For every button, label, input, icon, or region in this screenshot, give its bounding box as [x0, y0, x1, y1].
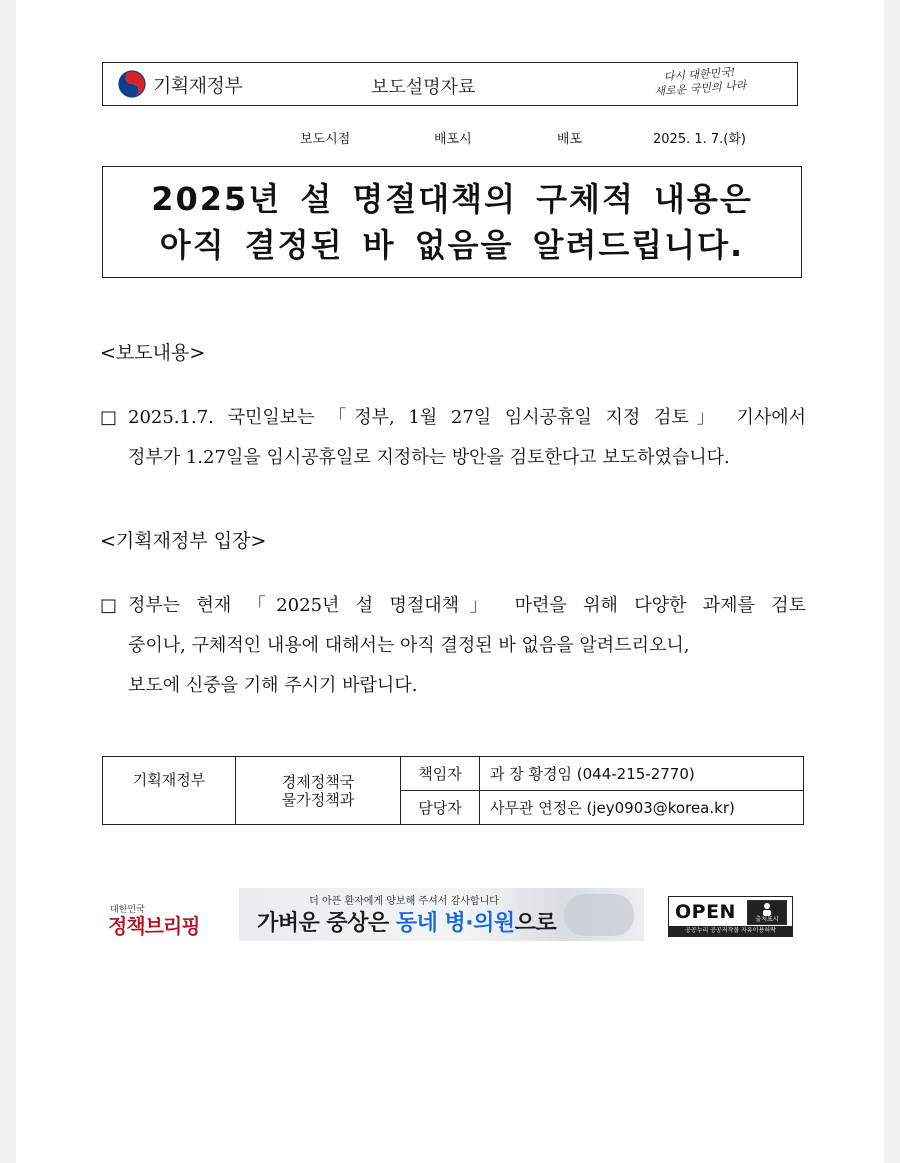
- report-line-2: 정부가 1.27일을 임시공휴일로 지정하는 방안을 검토한다고 보도하였습니다.: [128, 447, 730, 468]
- taegeuk-emblem-icon: [117, 69, 147, 99]
- kogl-open-license-badge[interactable]: [668, 896, 793, 937]
- section-heading-report: <보도내용>: [100, 342, 206, 364]
- banner-headline: 가벼운 중상은 동네 병·의원으로: [257, 911, 557, 936]
- position-line-3: 보도에 신중을 기해 주시기 바랍니다.: [128, 675, 418, 696]
- contact-person-officer: 사무관 연정은 (jey0903@korea.kr): [480, 791, 804, 825]
- release-time-value: 배포시: [434, 132, 472, 147]
- contact-ministry: 기획재정부: [103, 757, 236, 825]
- contact-person-manager: 과 장 황경임 (044-215-2770): [480, 757, 804, 791]
- banner-decoration-image: [564, 894, 634, 936]
- position-paragraph: [100, 586, 806, 706]
- report-line-1: □ 2025.1.7. 국민일보는 「정부, 1월 27일 임시공휴일 지정 검토」 기사에서: [100, 398, 806, 438]
- banner-subtitle: 더 아픈 환자에게 양보해 주셔서 감사합니다: [309, 896, 499, 907]
- slogan-line-1: 다시 대한민국!: [663, 65, 736, 84]
- ministry-logo: [117, 69, 242, 99]
- section-heading-position: <기획재정부 입장>: [100, 530, 267, 552]
- attribution-icon: [747, 900, 787, 925]
- doc-type-label: 보도설명자료: [371, 77, 476, 98]
- ministry-name: 기획재정부: [153, 74, 243, 97]
- position-line-2: 중이나, 구체적인 내용에 대해서는 아직 결정된 바 없음을 알려드리오니,: [128, 635, 690, 656]
- contact-role-officer: 담당자: [401, 791, 480, 825]
- contact-department: [236, 757, 401, 825]
- position-line-1: □ 정부는 현재 「2025년 설 명절대책」 마련을 위해 다양한 과제를 검토: [100, 586, 806, 626]
- contact-role-manager: 책임자: [401, 757, 480, 791]
- slogan: [624, 63, 776, 101]
- checkbox-bullet-icon: □: [100, 407, 118, 428]
- contact-bureau: 경제정책국: [281, 772, 355, 791]
- attribution-label: 출처표시: [755, 916, 779, 923]
- header-box: [102, 62, 798, 106]
- contact-division: 물가정책과: [281, 790, 355, 809]
- table-row: [103, 757, 804, 791]
- policy-briefing-logo[interactable]: [108, 902, 208, 937]
- contact-table: [102, 756, 804, 825]
- release-time-label: 보도시점: [300, 132, 351, 147]
- title-box: [102, 166, 802, 278]
- title-line-2: 아직 결정된 바 없음을 알려드립니다.: [159, 226, 745, 264]
- brief-logo-small-text: 대한민국: [110, 905, 145, 915]
- report-paragraph: [100, 398, 806, 478]
- release-date-label: 배포: [557, 132, 583, 147]
- brief-logo-text: 정책브리핑: [108, 914, 200, 938]
- open-license-word: OPEN: [675, 901, 736, 923]
- slogan-line-2: 새로운 국민의 나라: [654, 78, 747, 99]
- open-license-caption: 공공누리 공공저작물 자유이용허락: [669, 926, 792, 936]
- document-page: [16, 0, 884, 1163]
- release-date-value: 2025. 1. 7.(화): [653, 132, 746, 147]
- title-line-1: 2025년 설 명절대책의 구체적 내용은: [151, 180, 753, 218]
- checkbox-bullet-icon: □: [100, 595, 118, 616]
- campaign-banner[interactable]: [239, 888, 644, 941]
